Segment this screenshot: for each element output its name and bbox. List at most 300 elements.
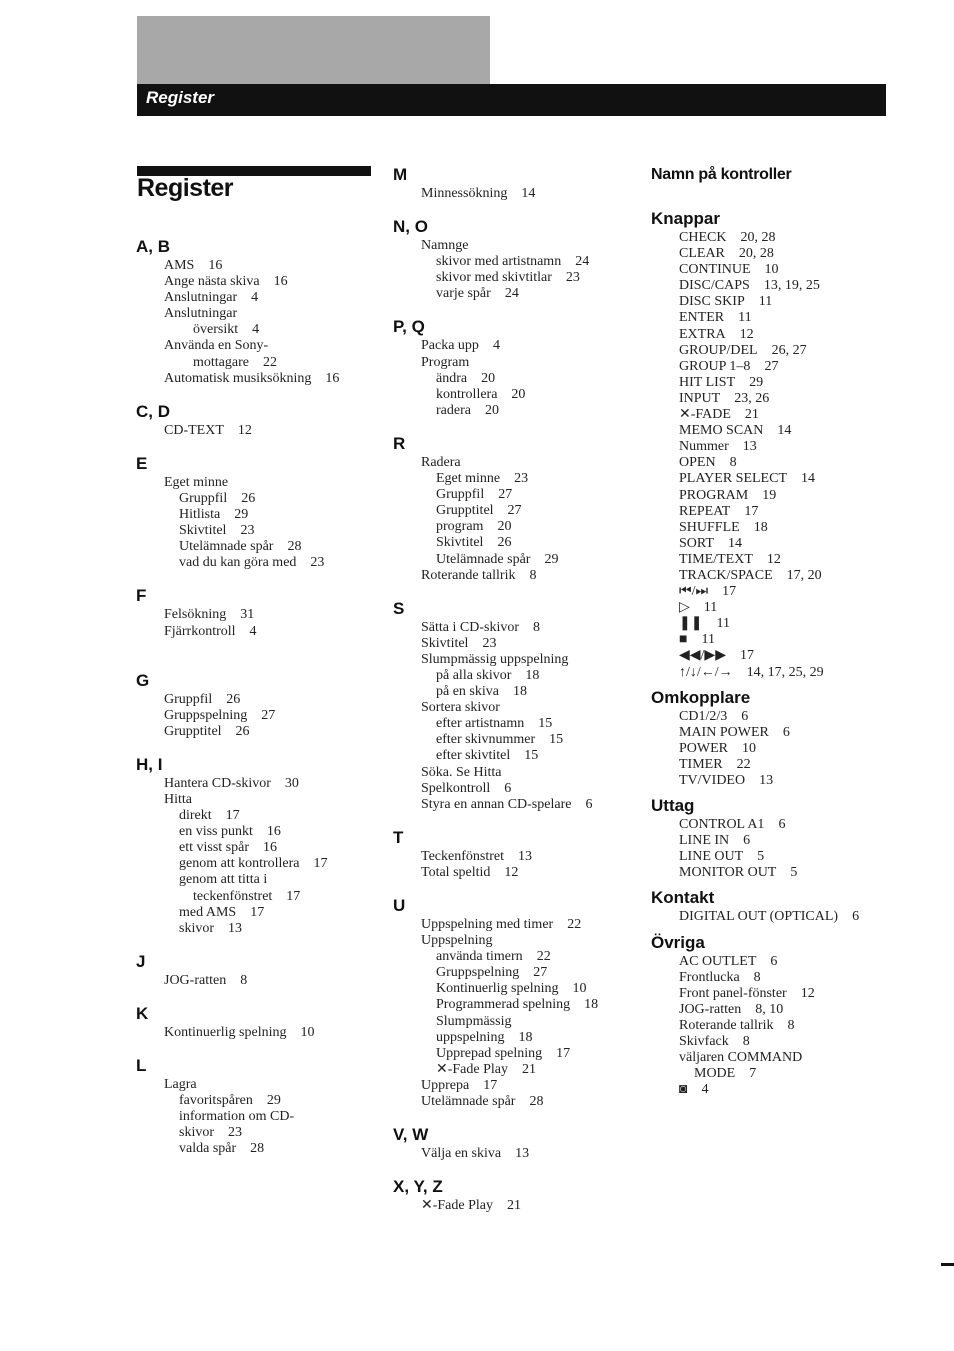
index-entry xyxy=(136,1109,376,1125)
index-entry xyxy=(393,981,638,997)
entry-term: TRACK/SPACE xyxy=(679,567,773,583)
index-entry xyxy=(393,568,638,584)
entry-term: Grupptitel xyxy=(436,503,494,519)
index-column-3 xyxy=(651,164,891,1098)
entry-page: 12 xyxy=(766,551,781,567)
entry-page: 17 xyxy=(250,904,265,920)
index-entry xyxy=(136,607,376,623)
entry-term: Använda en Sony- xyxy=(164,338,269,354)
entry-page: 18 xyxy=(584,997,599,1013)
entry-page: 24 xyxy=(504,286,519,302)
entry-term: Uppspelning xyxy=(421,933,493,949)
index-entry xyxy=(393,455,638,471)
index-entry xyxy=(651,504,891,520)
header-bar xyxy=(137,84,886,116)
entry-page: 12 xyxy=(800,985,815,1001)
index-entry xyxy=(651,773,891,789)
index-section xyxy=(651,887,891,925)
entry-term: CONTINUE xyxy=(679,262,751,278)
index-section xyxy=(651,932,891,1099)
entry-page: 4 xyxy=(251,290,259,306)
header-title: Register xyxy=(146,88,215,107)
entry-page: 6 xyxy=(770,953,778,969)
entry-page: 8, 10 xyxy=(755,1001,784,1017)
entry-page: 27 xyxy=(764,358,779,374)
page-edge-mark xyxy=(941,1263,954,1266)
index-entry xyxy=(651,471,891,487)
entry-page: 10 xyxy=(742,740,756,756)
entry-page: 17 xyxy=(483,1077,498,1093)
entry-page: 17 xyxy=(744,503,759,519)
index-entry xyxy=(393,933,638,949)
entry-page: 12 xyxy=(237,422,252,438)
index-entry xyxy=(393,487,638,503)
index-entry xyxy=(393,636,638,652)
entry-term: Eget minne xyxy=(164,474,229,490)
entry-term: DISC/CAPS xyxy=(679,278,750,294)
entry-page: 26, 27 xyxy=(771,342,807,358)
entry-term: Slumpmässig uppspelning xyxy=(421,651,569,667)
index-entry xyxy=(393,254,638,270)
index-entry xyxy=(651,1002,891,1018)
index-entry xyxy=(651,757,891,773)
entry-page: 17 xyxy=(556,1045,571,1061)
entry-term: efter artistnamn xyxy=(436,716,525,732)
index-entry xyxy=(393,781,638,797)
index-entry xyxy=(136,692,376,708)
section-heading: J xyxy=(136,951,146,971)
entry-term: LINE IN xyxy=(679,833,730,849)
index-entry xyxy=(393,765,638,781)
entry-term: SORT xyxy=(679,535,714,551)
entry-page: 20 xyxy=(511,386,526,402)
index-entry xyxy=(136,371,376,387)
index-entry xyxy=(393,965,638,981)
entry-page: 26 xyxy=(235,723,250,739)
index-entry xyxy=(651,584,891,600)
index-entry xyxy=(393,684,638,700)
entry-term: uppspelning xyxy=(436,1029,505,1045)
entry-term: ◀◀/▶▶ xyxy=(679,648,726,664)
entry-term: OPEN xyxy=(679,455,716,471)
section-heading: G xyxy=(136,670,150,690)
section-heading: F xyxy=(136,586,147,606)
entry-term: ↑/↓/←/→ xyxy=(679,664,733,680)
entry-term: Skivtitel xyxy=(179,523,227,539)
entry-page: 10 xyxy=(764,262,779,278)
index-entry xyxy=(651,343,891,359)
entry-term: skivor med skivtitlar xyxy=(436,270,552,286)
entry-page: 18 xyxy=(525,667,540,683)
index-entry xyxy=(651,725,891,741)
entry-term: teckenfönstret xyxy=(193,888,273,904)
index-entry xyxy=(651,520,891,536)
index-entry xyxy=(651,909,891,925)
entry-page: 14, 17, 25, 29 xyxy=(746,664,824,680)
index-entry xyxy=(393,1062,638,1078)
entry-page: 27 xyxy=(507,503,522,519)
entry-page: 6 xyxy=(504,780,512,796)
entry-term: Upprepad spelning xyxy=(436,1045,543,1061)
entry-term: Skivfack xyxy=(679,1034,729,1050)
index-entry xyxy=(651,986,891,1002)
index-entry xyxy=(651,648,891,664)
index-entry xyxy=(651,536,891,552)
entry-term: Sätta i CD-skivor xyxy=(421,619,519,635)
index-section xyxy=(136,754,376,937)
index-entry xyxy=(393,238,638,254)
index-section xyxy=(393,895,638,1110)
entry-term: Skivtitel xyxy=(421,635,469,651)
entry-term: program xyxy=(436,519,484,535)
index-entry xyxy=(651,1066,891,1082)
entry-term: en viss punkt xyxy=(179,824,253,840)
index-entry xyxy=(393,403,638,419)
entry-term: Front panel-fönster xyxy=(679,985,787,1001)
entry-page: 16 xyxy=(266,824,281,840)
entry-page: 26 xyxy=(226,691,241,707)
entry-term: MODE xyxy=(694,1066,736,1082)
entry-term: AC OUTLET xyxy=(679,953,757,969)
index-entry xyxy=(393,949,638,965)
index-entry xyxy=(393,1046,638,1062)
entry-term: Felsökning xyxy=(164,607,227,623)
entry-term: genom att titta i xyxy=(179,872,268,888)
index-column-2 xyxy=(393,164,638,1214)
entry-term: Söka. Se Hitta xyxy=(421,764,502,780)
entry-page: 7 xyxy=(749,1066,757,1082)
section-heading: M xyxy=(393,165,408,184)
entry-term: Utelämnade spår xyxy=(436,551,531,567)
index-entry xyxy=(393,620,638,636)
index-entry xyxy=(651,600,891,616)
entry-term: Välja en skiva xyxy=(421,1146,502,1162)
index-section xyxy=(136,951,376,989)
index-entry xyxy=(136,555,376,571)
entry-term: EXTRA xyxy=(679,326,726,342)
index-entry xyxy=(393,519,638,535)
entry-term: Gruppspelning xyxy=(164,707,248,723)
entry-page: 29 xyxy=(266,1093,281,1109)
index-entry xyxy=(136,708,376,724)
index-section xyxy=(651,687,891,789)
index-entry xyxy=(651,391,891,407)
index-entry xyxy=(651,741,891,757)
entry-term: Namnge xyxy=(421,238,469,254)
entry-term: ❚❚ xyxy=(679,616,703,632)
index-section xyxy=(393,827,638,881)
section-heading: Omkopplare xyxy=(651,687,751,707)
entry-page: 22 xyxy=(736,756,751,772)
index-section xyxy=(136,585,376,639)
index-section xyxy=(651,795,891,881)
entry-page: 10 xyxy=(300,1024,315,1040)
index-entry xyxy=(393,865,638,881)
entry-page: 17 xyxy=(286,888,301,904)
entry-term: MONITOR OUT xyxy=(679,865,777,881)
index-entry xyxy=(393,849,638,865)
index-entry xyxy=(136,475,376,491)
index-entry xyxy=(393,355,638,371)
index-entry xyxy=(136,824,376,840)
index-entry xyxy=(136,274,376,290)
entry-page: 15 xyxy=(538,716,553,732)
header-tab xyxy=(137,16,490,84)
entry-page: 14 xyxy=(727,535,742,551)
index-entry xyxy=(393,286,638,302)
index-section xyxy=(136,401,376,439)
entry-page: 15 xyxy=(549,732,564,748)
entry-term: Grupptitel xyxy=(164,723,222,739)
index-entry xyxy=(651,970,891,986)
entry-term: ✕-Fade Play xyxy=(436,1061,508,1077)
entry-page: 11 xyxy=(716,616,730,632)
entry-term: Frontlucka xyxy=(679,969,740,985)
entry-term: TV/VIDEO xyxy=(679,773,746,788)
index-entry xyxy=(651,1034,891,1050)
entry-term: Fjärrkontroll xyxy=(164,623,236,639)
index-entry xyxy=(136,856,376,872)
entry-term: varje spår xyxy=(436,286,491,302)
entry-page: 11 xyxy=(738,310,752,326)
entry-page: 17 xyxy=(225,808,240,824)
index-entry xyxy=(651,294,891,310)
entry-page: 17 xyxy=(739,648,754,664)
entry-term: efter skivtitel xyxy=(436,748,511,764)
section-heading: K xyxy=(136,1003,149,1023)
index-section xyxy=(393,1124,638,1162)
entry-term: ⏮/⏭ xyxy=(679,584,709,600)
entry-page: 15 xyxy=(524,748,539,764)
entry-term: Anslutningar xyxy=(164,290,238,306)
index-entry xyxy=(136,724,376,740)
index-entry xyxy=(651,1082,891,1098)
entry-page: 10 xyxy=(572,981,587,997)
entry-term: Roterande tallrik xyxy=(421,567,516,583)
entry-page: 6 xyxy=(585,796,593,812)
entry-term: favoritspåren xyxy=(179,1093,253,1109)
controls-heading: Namn på kontroller xyxy=(651,166,792,183)
index-entry xyxy=(393,748,638,764)
index-section xyxy=(136,1003,376,1041)
entry-page: 18 xyxy=(753,519,768,535)
index-entry xyxy=(393,716,638,732)
entry-term: DISC SKIP xyxy=(679,294,745,310)
entry-page: 27 xyxy=(261,707,276,723)
index-entry xyxy=(136,921,376,937)
entry-term: Eget minne xyxy=(436,471,501,487)
entry-term: PLAYER SELECT xyxy=(679,471,787,487)
entry-term: radera xyxy=(436,402,471,418)
entry-term: använda timern xyxy=(436,949,523,965)
entry-page: 16 xyxy=(208,258,223,273)
entry-term: CD1/2/3 xyxy=(679,708,728,724)
index-entry xyxy=(651,616,891,632)
entry-term: Utelämnade spår xyxy=(179,539,274,555)
index-entry xyxy=(393,1146,638,1162)
entry-term: INPUT xyxy=(679,390,721,406)
index-entry xyxy=(393,1014,638,1030)
entry-term: mottagare xyxy=(193,354,249,370)
entry-page: 23 xyxy=(240,523,255,539)
entry-term: CD-TEXT xyxy=(164,422,224,438)
entry-page: 14 xyxy=(777,423,792,439)
section-heading: Uttag xyxy=(651,796,695,816)
index-entry xyxy=(136,290,376,306)
index-section xyxy=(393,316,638,418)
entry-term: Anslutningar xyxy=(164,306,238,322)
index-section xyxy=(393,164,638,202)
entry-page: 26 xyxy=(497,535,512,551)
entry-page: 29 xyxy=(234,507,249,523)
page-title: Register xyxy=(137,174,234,202)
index-section xyxy=(136,1055,376,1157)
entry-page: 16 xyxy=(273,274,288,290)
entry-term: information om CD- xyxy=(179,1109,295,1125)
entry-term: Gruppfil xyxy=(436,487,485,503)
entry-page: 17 xyxy=(722,584,737,600)
section-heading: V, W xyxy=(393,1125,429,1145)
index-entry xyxy=(393,700,638,716)
entry-term: på en skiva xyxy=(436,684,499,700)
entry-term: MAIN POWER xyxy=(679,724,769,740)
entry-page: 20, 28 xyxy=(738,246,774,262)
entry-page: 4 xyxy=(701,1082,709,1098)
entry-term: Slumpmässig xyxy=(436,1013,512,1029)
entry-term: översikt xyxy=(193,322,239,338)
index-entry xyxy=(651,327,891,343)
index-entry xyxy=(136,1093,376,1109)
index-entry xyxy=(651,423,891,439)
entry-term: ENTER xyxy=(679,310,725,326)
index-entry xyxy=(651,278,891,294)
index-entry xyxy=(651,359,891,375)
index-entry xyxy=(136,1077,376,1093)
index-entry xyxy=(651,246,891,262)
entry-term: REPEAT xyxy=(679,503,731,519)
entry-page: 20 xyxy=(497,519,512,535)
entry-term: DIGITAL OUT (OPTICAL) xyxy=(679,909,839,925)
index-entry xyxy=(393,186,638,202)
index-entry xyxy=(651,849,891,865)
index-section xyxy=(136,453,376,572)
entry-page: 21 xyxy=(522,1061,536,1077)
section-heading: X, Y, Z xyxy=(393,1177,443,1197)
entry-term: Minnessökning xyxy=(421,186,508,201)
entry-term: TIME/TEXT xyxy=(679,551,753,567)
index-entry xyxy=(393,503,638,519)
entry-page: 17, 20 xyxy=(786,567,822,583)
index-entry xyxy=(136,624,376,640)
index-entry xyxy=(393,552,638,568)
entry-term: med AMS xyxy=(179,904,237,920)
entry-term: TIMER xyxy=(679,756,723,772)
section-heading: Kontakt xyxy=(651,888,715,908)
entry-term: MEMO SCAN xyxy=(679,423,764,439)
index-section xyxy=(136,236,376,387)
index-entry xyxy=(393,1030,638,1046)
entry-page: 22 xyxy=(262,354,277,370)
section-heading: H, I xyxy=(136,754,163,774)
entry-term: skivor xyxy=(179,920,214,936)
entry-page: 27 xyxy=(498,487,513,503)
entry-page: 8 xyxy=(787,1017,795,1033)
entry-page: 20 xyxy=(484,402,499,418)
section-heading: P, Q xyxy=(393,317,425,337)
entry-page: 14 xyxy=(801,471,815,487)
entry-term: vad du kan göra med xyxy=(179,555,297,571)
entry-page: 24 xyxy=(575,254,590,270)
entry-page: 8 xyxy=(753,969,761,985)
entry-page: 23 xyxy=(514,471,529,487)
entry-term: Programmerad spelning xyxy=(436,997,571,1013)
entry-page: 22 xyxy=(567,917,582,932)
index-entry xyxy=(136,491,376,507)
index-entry xyxy=(136,905,376,921)
index-entry xyxy=(651,665,891,681)
index-entry xyxy=(651,310,891,326)
entry-page: 26 xyxy=(241,490,256,506)
index-entry xyxy=(651,568,891,584)
section-heading: A, B xyxy=(136,237,170,256)
entry-page: 6 xyxy=(852,909,860,925)
entry-term: Upprepa xyxy=(421,1077,470,1093)
entry-page: 29 xyxy=(749,374,764,390)
entry-term: skivor xyxy=(179,1125,214,1141)
index-entry xyxy=(393,732,638,748)
entry-page: 19 xyxy=(762,487,777,503)
entry-page: 17 xyxy=(313,856,328,872)
index-entry xyxy=(136,355,376,371)
entry-page: 18 xyxy=(518,1029,533,1045)
entry-page: 20, 28 xyxy=(740,230,776,245)
entry-term: ✕-Fade Play xyxy=(421,1198,493,1214)
entry-term: Skivtitel xyxy=(436,535,484,551)
index-entry xyxy=(651,954,891,970)
entry-page: 4 xyxy=(249,623,257,639)
index-entry xyxy=(136,872,376,888)
entry-page: 6 xyxy=(778,817,786,833)
entry-term: JOG-ratten xyxy=(164,972,227,988)
entry-term: ■ xyxy=(679,632,688,648)
index-section xyxy=(393,433,638,584)
index-entry xyxy=(393,652,638,668)
entry-term: Gruppspelning xyxy=(436,965,520,981)
index-entry xyxy=(651,439,891,455)
entry-page: 13, 19, 25 xyxy=(763,278,820,294)
entry-page: 28 xyxy=(250,1141,265,1157)
entry-term: Uppspelning med timer xyxy=(421,917,554,932)
index-entry xyxy=(136,1125,376,1141)
entry-term: JOG-ratten xyxy=(679,1001,742,1017)
entry-page: 29 xyxy=(544,551,559,567)
index-entry xyxy=(651,1050,891,1066)
entry-page: 14 xyxy=(521,186,536,201)
section-heading: Övriga xyxy=(651,932,705,952)
entry-term: Nummer xyxy=(679,439,729,455)
entry-term: AMS xyxy=(164,258,195,273)
entry-term: väljaren COMMAND xyxy=(679,1050,803,1066)
entry-term: Radera xyxy=(421,454,461,470)
entry-page: 11 xyxy=(758,294,773,310)
entry-page: 8 xyxy=(742,1034,750,1050)
entry-page: 27 xyxy=(533,965,548,981)
entry-page: 13 xyxy=(759,773,774,788)
entry-term: Kontinuerlig spelning xyxy=(436,981,559,997)
index-entry xyxy=(393,338,638,354)
entry-term: Roterande tallrik xyxy=(679,1017,774,1033)
index-entry xyxy=(651,1018,891,1034)
